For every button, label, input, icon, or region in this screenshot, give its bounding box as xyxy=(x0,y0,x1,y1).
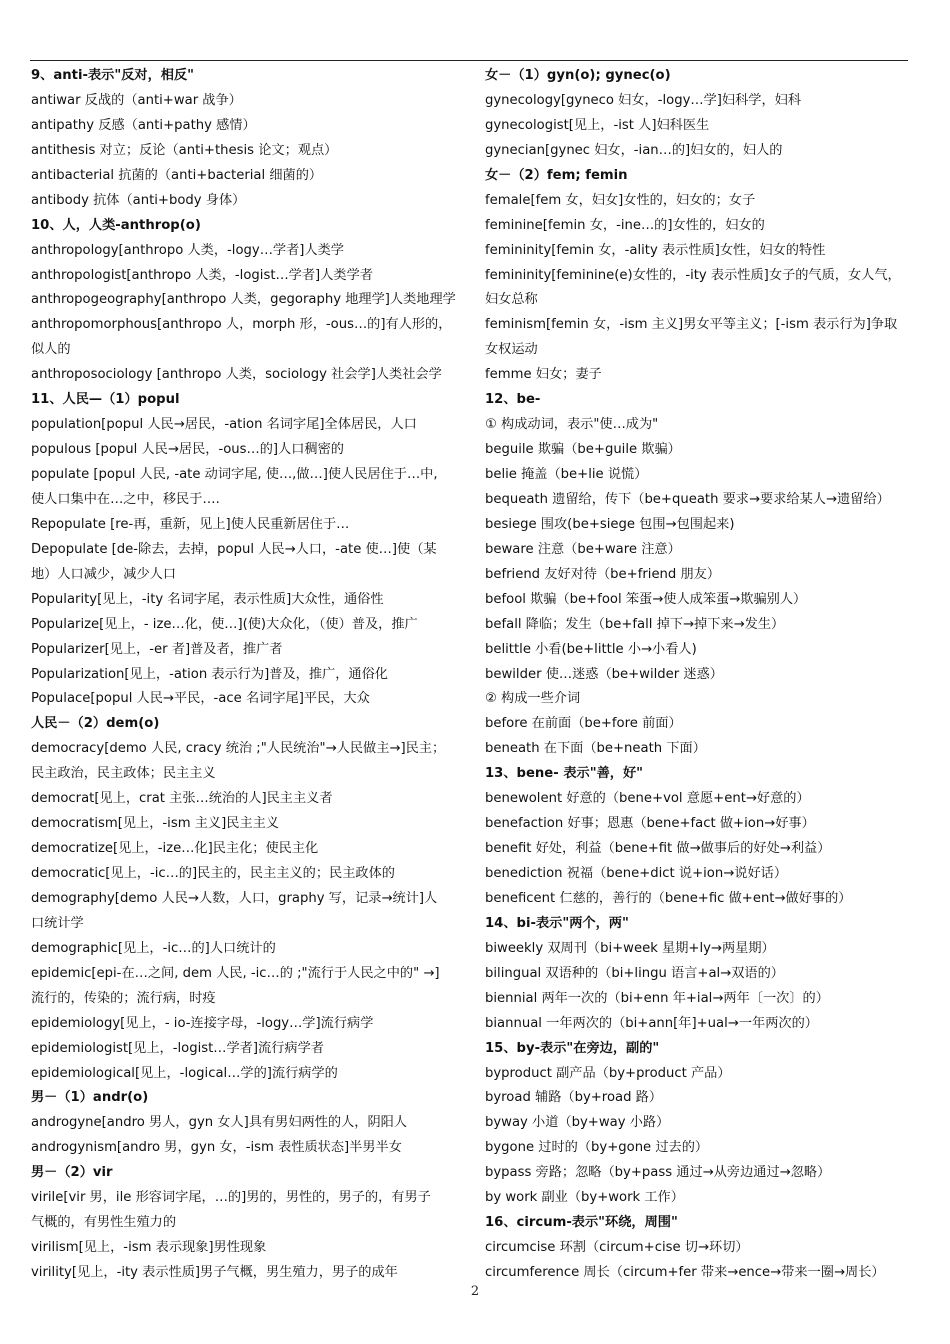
entry-line: byproduct 副产品（by+product 产品） xyxy=(485,1065,731,1081)
entry-line: Depopulate [de-除去，去掉，popul 人民→人口，-ate 使…]使（某 xyxy=(31,541,437,557)
entry-line: feminism[femin 女，-ism 主义]男女平等主义；[-ism 表示行为]争取 xyxy=(485,317,898,333)
section-heading: 13、bene- 表示"善，好" xyxy=(485,766,643,782)
right-column xyxy=(485,64,910,1286)
entry-line: byway 小道（by+way 小路） xyxy=(485,1115,670,1131)
page-number: 2 xyxy=(470,1284,480,1299)
entry-line: bypass 旁路；忽略（by+pass 通过→从旁边通过→忽略） xyxy=(485,1165,831,1181)
entry-line: antibacterial 抗菌的（anti+bacterial 细菌的） xyxy=(31,167,323,183)
entry-line: anthropology[anthropo 人类，-logy…学者]人类学 xyxy=(31,242,344,258)
entry-line: populate [popul 人民, -ate 动词字尾, 使…,做…]使人民居住于…中, xyxy=(31,467,438,482)
entry-line: Popularity[见上，-ity 名词字尾，表示性质]大众性，通俗性 xyxy=(31,591,384,607)
entry-line: 口统计学 xyxy=(31,915,84,931)
entry-line: befall 降临；发生（be+fall 掉下→掉下来→发生） xyxy=(485,616,785,632)
entry-line: biweekly 双周刊（bi+week 星期+ly→两星期） xyxy=(485,940,775,956)
entry-line: Popularize[见上，- ize…化，使…](使)大众化，（使）普及，推广 xyxy=(31,616,418,632)
entry-line: virility[见上，-ity 表示性质]男子气概，男生殖力，男子的成年 xyxy=(31,1265,398,1280)
entry-line: before 在前面（be+fore 前面） xyxy=(485,716,682,732)
entry-line: democratize[见上，-ize…化]民主化；使民主化 xyxy=(31,841,319,857)
entry-line: femininity[feminine(e)女性的，-ity 表示性质]女子的气质，女人气， xyxy=(485,267,901,283)
entry-line: 流行的，传染的；流行病，时疫 xyxy=(31,990,216,1006)
entry-line: antibody 抗体（anti+body 身体） xyxy=(31,192,246,208)
entry-line: bygone 过时的（by+gone 过去的） xyxy=(485,1140,709,1156)
entry-line: democrat[见上，crat 主张…统治的人]民主主义者 xyxy=(31,791,333,807)
entry-line: 女权运动 xyxy=(485,342,538,358)
entry-line: virile[vir 男，ile 形容词字尾，…的]男的，男性的，男子的，有男子 xyxy=(31,1190,431,1206)
entry-line: 似人的 xyxy=(31,342,71,358)
section-heading: 男－（2）vir xyxy=(31,1165,113,1181)
entry-line: 地）人口减少，减少人口 xyxy=(31,566,177,582)
entry-line: circumference 周长（circum+fer 带来→ence→带来一圈→周长） xyxy=(485,1265,885,1280)
entry-line: belittle 小看(be+little 小→小看人) xyxy=(485,641,697,657)
entry-line: anthropomorphous[anthropo 人，morph 形，-ous…的]有人形的， xyxy=(31,317,452,333)
section-heading: 男－（1）andr(o) xyxy=(31,1090,149,1106)
entry-line: antipathy 反感（anti+pathy 感情） xyxy=(31,117,256,133)
entry-line: ② 构成一些介词 xyxy=(485,691,581,707)
entry-line: androgynism[andro 男，gyn 女，-ism 表性质状态]半男半女 xyxy=(31,1140,402,1156)
left-column xyxy=(31,64,461,1286)
entry-line: democratism[见上，-ism 主义]民主主义 xyxy=(31,816,280,832)
entry-line: 民主政治，民主政体；民主主义 xyxy=(31,766,216,782)
entry-line: 妇女总称 xyxy=(485,292,538,308)
entry-line: antiwar 反战的（anti+war 战争） xyxy=(31,92,242,108)
entry-line: belie 掩盖（be+lie 说慌） xyxy=(485,467,648,482)
entry-line: democracy[demo 人民, cracy 统治 ;"人民统治"→人民做主→]民主； xyxy=(31,741,446,757)
entry-line: benewolent 好意的（bene+vol 意愿+ent→好意的） xyxy=(485,791,810,807)
top-rule xyxy=(30,60,908,61)
entry-line: 使人口集中在…之中，移民于…. xyxy=(31,491,220,507)
entry-line: bewilder 使…迷惑（be+wilder 迷惑） xyxy=(485,666,723,682)
entry-line: virilism[见上，-ism 表示现象]男性现象 xyxy=(31,1240,267,1256)
entry-line: besiege 围攻(be+siege 包围→包围起来) xyxy=(485,516,735,532)
section-heading: 14、bi-表示"两个，两" xyxy=(485,915,629,931)
section-heading: 15、by-表示"在旁边，副的" xyxy=(485,1040,660,1056)
entry-line: anthropogeography[anthropo 人类，gegoraphy 地理学]人类地理学 xyxy=(31,292,456,308)
entry-line: benefaction 好事；恩惠（bene+fact 做+ion→好事） xyxy=(485,816,815,832)
entry-line: befriend 友好对待（be+friend 朋友） xyxy=(485,566,721,582)
entry-line: befool 欺骗（be+fool 笨蛋→使人成笨蛋→欺骗别人） xyxy=(485,591,807,607)
entry-line: democratic[见上，-ic…的]民主的，民主主义的；民主政体的 xyxy=(31,866,395,881)
entry-line: bequeath 遗留给，传下（be+queath 要求→要求给某人→遗留给） xyxy=(485,491,890,507)
entry-line: beneficent 仁慈的，善行的（bene+fic 做+ent→做好事的） xyxy=(485,890,852,906)
entry-line: beware 注意（be+ware 注意） xyxy=(485,541,681,557)
entry-line: feminine[femin 女，-ine…的]女性的，妇女的 xyxy=(485,217,765,233)
entry-line: epidemiological[见上，-logical…学的]流行病学的 xyxy=(31,1065,338,1081)
entry-line: Popularizer[见上，-er 者]普及者，推广者 xyxy=(31,641,283,657)
entry-line: epidemic[epi-在…之间, dem 人民, -ic…的 ;"流行于人民之中的" →] xyxy=(31,965,440,981)
section-heading: 12、be- xyxy=(485,392,541,408)
section-heading: 女－（1）gyn(o); gynec(o) xyxy=(485,68,671,83)
entry-line: byroad 辅路（by+road 路） xyxy=(485,1090,663,1106)
entry-line: anthroposociology [anthropo 人类，sociology 社会学]人类社会学 xyxy=(31,367,442,383)
section-heading: 女－（2）fem; femin xyxy=(485,167,628,183)
entry-line: beguile 欺骗（be+guile 欺骗） xyxy=(485,442,681,458)
entry-line: epidemiology[见上，- io-连接字母，-logy…学]流行病学 xyxy=(31,1015,374,1031)
entry-line: ① 构成动词，表示"使…成为" xyxy=(485,417,659,433)
entry-line: anthropologist[anthropo 人类，-logist…学者]人类学者 xyxy=(31,267,373,283)
entry-line: demography[demo 人民→人数，人口，graphy 写，记录→统计]人 xyxy=(31,890,438,906)
entry-line: biannual 一年两次的（bi+ann[年]+ual→一年两次的） xyxy=(485,1015,818,1031)
entry-line: demographic[见上，-ic…的]人口统计的 xyxy=(31,940,276,956)
section-heading: 10、人，人类-anthrop(o) xyxy=(31,217,201,233)
entry-line: beneath 在下面（be+neath 下面） xyxy=(485,741,706,757)
entry-line: population[popul 人民→居民，-ation 名词字尾]全体居民，人口 xyxy=(31,417,417,433)
entry-line: biennial 两年一次的（bi+enn 年+ial→两年〔一次〕的） xyxy=(485,990,829,1006)
entry-line: circumcise 环割（circum+cise 切→环切） xyxy=(485,1240,749,1256)
section-heading: 人民－（2）dem(o) xyxy=(31,716,160,732)
entry-line: epidemiologist[见上，-logist…学者]流行病学者 xyxy=(31,1040,324,1056)
section-heading: 11、人民—（1）popul xyxy=(31,392,180,408)
entry-line: gynecology[gyneco 妇女，-logy…学]妇科学，妇科 xyxy=(485,92,802,108)
entry-line: 气概的，有男性生殖力的 xyxy=(31,1215,177,1231)
entry-line: benefit 好处，利益（bene+fit 做→做事后的好处→利益） xyxy=(485,841,831,857)
entry-line: gynecian[gynec 妇女，-ian…的]妇女的，妇人的 xyxy=(485,142,783,158)
section-heading: 16、circum-表示"环绕，周围" xyxy=(485,1215,678,1231)
entry-line: benediction 祝福（bene+dict 说+ion→说好话） xyxy=(485,866,788,881)
section-heading: 9、anti-表示"反对，相反" xyxy=(31,68,195,83)
entry-line: femme 妇女；妻子 xyxy=(485,367,602,383)
entry-line: female[fem 女，妇女]女性的，妇女的；女子 xyxy=(485,192,756,208)
entry-line: androgyne[andro 男人，gyn 女人]具有男妇两性的人，阴阳人 xyxy=(31,1115,408,1131)
entry-line: Populace[popul 人民→平民，-ace 名词字尾]平民，大众 xyxy=(31,691,370,707)
entry-line: populous [popul 人民→居民，-ous…的]人口稠密的 xyxy=(31,442,344,458)
entry-line: femininity[femin 女，-ality 表示性质]女性，妇女的特性 xyxy=(485,242,826,258)
entry-line: bilingual 双语种的（bi+lingu 语言+al→双语的） xyxy=(485,965,784,981)
entry-line: by work 副业（by+work 工作） xyxy=(485,1190,684,1206)
entry-line: Repopulate [re-再，重新，见上]使人民重新居住于… xyxy=(31,516,350,532)
entry-line: antithesis 对立；反论（anti+thesis 论文；观点） xyxy=(31,142,338,158)
entry-line: Popularization[见上，-ation 表示行为]普及，推广，通俗化 xyxy=(31,666,388,682)
entry-line: gynecologist[见上，-ist 人]妇科医生 xyxy=(485,117,710,133)
